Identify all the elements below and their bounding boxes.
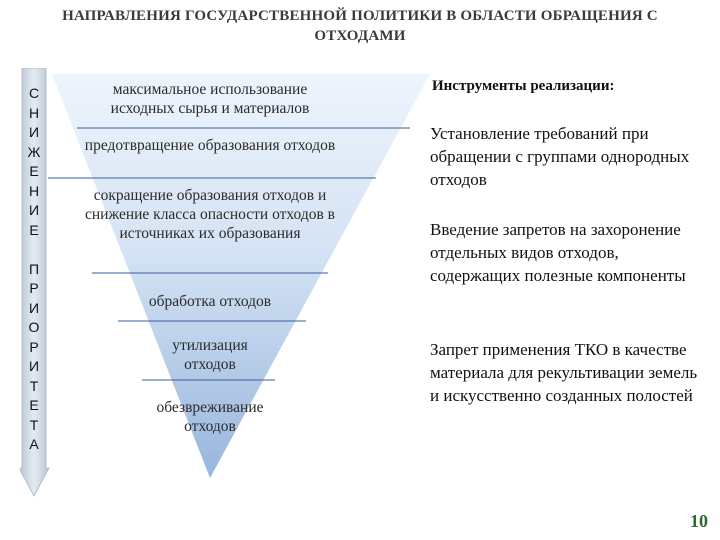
level-3: сокращение образования отходов и снижение класса опасности отходов в источниках их образования	[84, 187, 336, 242]
tool-item-3: Запрет применения ТКО в качестве материала для рекультивации земель и искусственно созданных полостей	[430, 340, 698, 405]
arrow-letter: Ж	[27, 143, 41, 160]
arrow-letter: Е	[29, 397, 39, 413]
tools-heading: Инструменты реализации:	[432, 78, 615, 94]
arrow-letter: Р	[29, 338, 39, 355]
arrow-letter: Т	[29, 416, 39, 433]
arrow-letter: Е	[29, 163, 39, 179]
arrow-letter: И	[28, 299, 40, 316]
arrow-letter: И	[28, 358, 40, 374]
arrow-letter: И	[28, 124, 40, 140]
tool-item-1: Установление требований при обращении с группами однородных отходов	[430, 124, 690, 189]
level-1: максимальное использование исходных сырья и материалов	[110, 81, 310, 117]
title-line-2: ОТХОДАМИ	[314, 28, 406, 44]
arrow-letter: С	[28, 85, 40, 101]
page-number: 10	[690, 511, 708, 531]
arrow-letter: Н	[28, 182, 40, 199]
level-6: обезвреживание отходов	[156, 399, 264, 435]
arrow-letter: О	[28, 319, 40, 335]
arrow-letter: Е	[29, 221, 39, 238]
arrow-letter: Н	[28, 104, 40, 121]
level-4: обработка отходов	[148, 293, 272, 310]
tool-item-2: Введение запретов на захоронение отдельных видов отходов, содержащих полезные компоненты	[430, 220, 686, 285]
level-2: предотвращение образования отходов	[84, 137, 336, 154]
title-line-1: НАПРАВЛЕНИЯ ГОСУДАРСТВЕННОЙ ПОЛИТИКИ В ОБЛАСТИ ОБРАЩЕНИЯ С	[62, 8, 658, 24]
arrow-letter: А	[29, 436, 39, 452]
arrow-letter: Р	[29, 280, 39, 296]
arrow-letter: П	[28, 260, 40, 277]
arrow-letter: Т	[29, 377, 39, 394]
arrow-letter: И	[28, 202, 40, 218]
level-5: утилизация отходов	[172, 337, 248, 373]
